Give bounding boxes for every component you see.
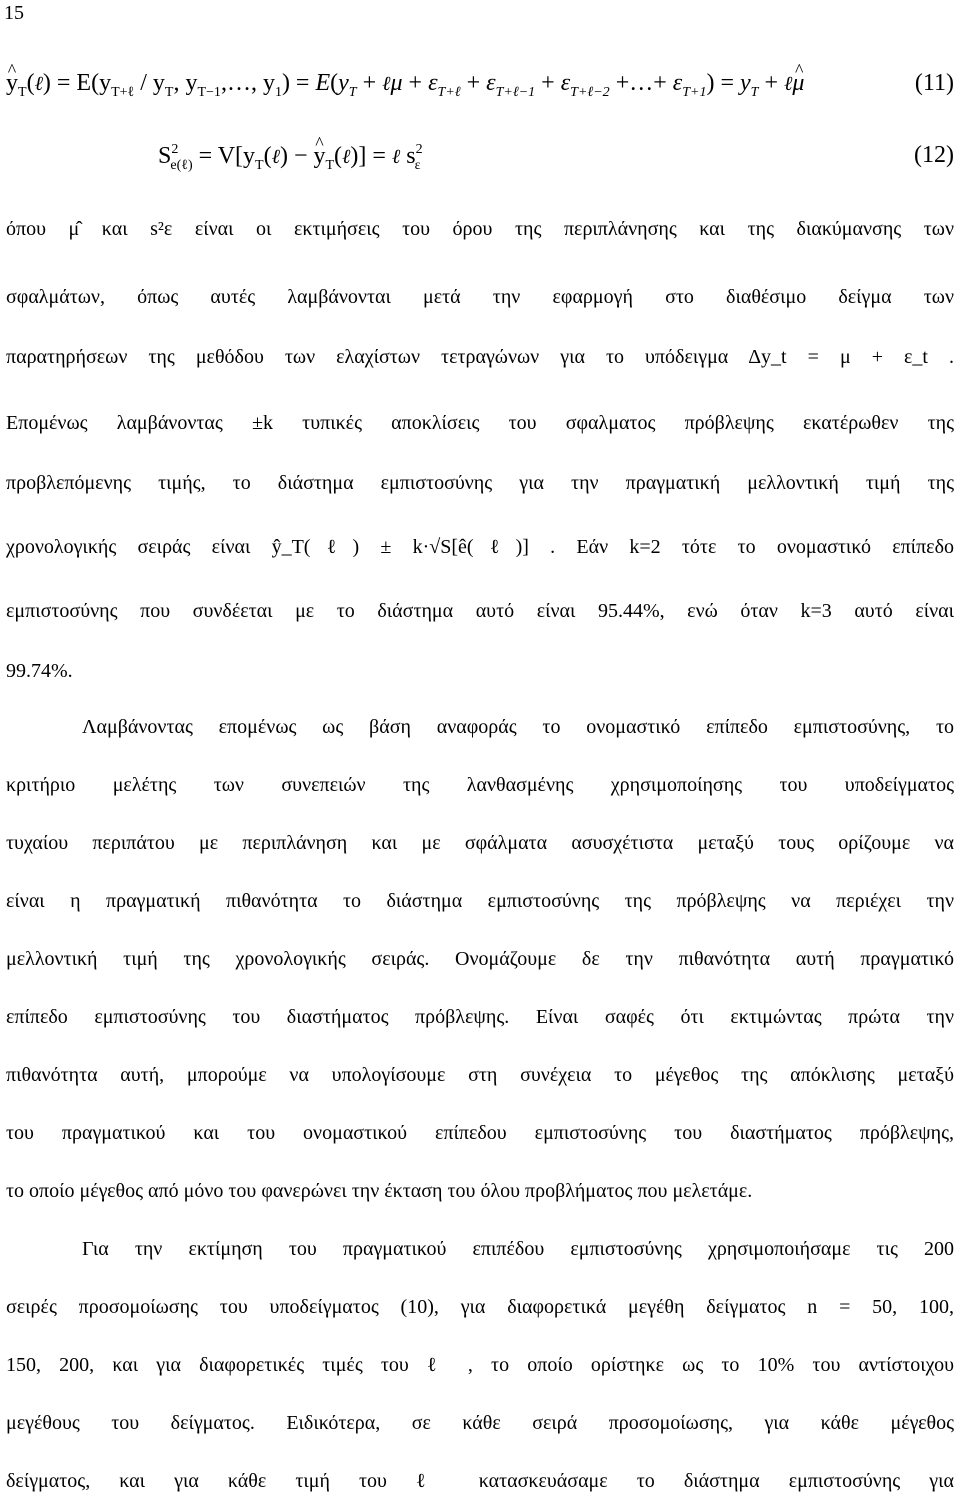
text-line: μελλοντική τιμή της χρονολογικής σειράς. Ονομάζουμε δε την πιθανότητα αυτή πραγματικό: [6, 948, 954, 970]
text-line: προβλεπόμενης τιμής, το διάστημα εμπιστοσύνης για την πραγματική μελλοντική τιμή της: [6, 472, 954, 494]
text-line: σειρές προσομοίωσης του υποδείγματος (10), για διαφορετικά μεγέθη δείγματος n = 50, 100,: [6, 1296, 954, 1318]
equation-11: [6, 70, 954, 114]
text-line: μεγέθους του δείγματος. Ειδικότερα, σε κάθε σειρά προσομοίωσης, για κάθε μέγεθος: [6, 1412, 954, 1434]
equation-12: [6, 142, 954, 186]
text-line: όπου μ̂ και s²ε είναι οι εκτιμήσεις του όρου της περιπλάνησης και της διακύμανσης των: [6, 218, 954, 240]
text-line: Για την εκτίμηση του πραγματικού επιπέδου εμπιστοσύνης χρησιμοποιήσαμε τις 200: [82, 1238, 954, 1260]
equation-12-body: $S^2_{e(\ell)}$ = $V[y_T(\ell)$ − ^ $y_T(\ell)$] = ℓ $s^2_\varepsilon$: [158, 142, 421, 174]
text-line: 99.74%.: [6, 660, 73, 682]
text-line: είναι η πραγματική πιθανότητα το διάστημα εμπιστοσύνης της πρόβλεψης να περιέχει την: [6, 890, 954, 912]
text-line: παρατηρήσεων της μεθόδου των ελαχίστων τετραγώνων για το υπόδειγμα Δy_t = μ + ε_t .: [6, 346, 954, 368]
text-line: κριτήριο μελέτης των συνεπειών της λανθασμένης χρησιμοποίησης του υποδείγματος: [6, 774, 954, 796]
text-line: δείγματος, και για κάθε τιμή του ℓ κατασκευάσαμε το διάστημα εμπιστοσύνης για: [6, 1470, 954, 1492]
equation-number: (11): [914, 70, 954, 96]
text-line: Επομένως λαμβάνοντας ±k τυπικές αποκλίσεις του σφαλματος πρόβλεψης εκατέρωθεν της: [6, 412, 954, 434]
text-line: επίπεδο εμπιστοσύνης του διαστήματος πρόβλεψης. Είναι σαφές ότι εκτιμώντας πρώτα την: [6, 1006, 954, 1028]
equation-number: (12): [914, 142, 954, 168]
text-line: 150, 200, και για διαφορετικές τιμές του ℓ , το οποίο ορίστηκε ως το 10% του αντίστοιχου: [6, 1354, 954, 1376]
text-line: πιθανότητα αυτή, μπορούμε να υπολογίσουμε στη συνέχεια το μέγεθος της απόκλισης μεταξύ: [6, 1064, 954, 1086]
equation-11-body: ^ $y_T(\ell) = E(y_{T+\ell} / y_T$, $y_{T-1},\dots$, $y_1) = E(y_T$ + ℓμ + $\varepsilon_{T+\ell} + \varepsilon_{T+\ell-1} + \varepsilon_{T+\ell-2}$ +…+ $\varepsilon_{T+1}) = y_T$ + ℓ^ μ: [6, 70, 804, 101]
text-line: σφαλμάτων, όπως αυτές λαμβάνονται μετά την εφαρμογή στο διαθέσιμο δείγμα των: [6, 286, 954, 308]
text-line: εμπιστοσύνης που συνδέεται με το διάστημα αυτό είναι 95.44%, ενώ όταν k=3 αυτό είναι: [6, 600, 954, 622]
text-line: Λαμβάνοντας επομένως ως βάση αναφοράς το ονομαστικό επίπεδο εμπιστοσύνης, το: [82, 716, 954, 738]
text-line: του πραγματικού και του ονομαστικού επίπεδου εμπιστοσύνης του διαστήματος πρόβλεψης,: [6, 1122, 954, 1144]
text-line: τυχαίου περιπάτου με περιπλάνηση και με σφάλματα ασυσχέτιστα μεταξύ τους ορίζουμε να: [6, 832, 954, 854]
page-number: 15: [4, 2, 24, 24]
text-line: το οποίο μέγεθος από μόνο του φανερώνει την έκταση του όλου προβλήματος που μελετάμε.: [6, 1180, 753, 1202]
text-line: χρονολογικής σειράς είναι ŷ_T(ℓ) ± k·√S[ê(ℓ)] . Εάν k=2 τότε το ονομαστικό επίπεδο: [6, 536, 954, 558]
